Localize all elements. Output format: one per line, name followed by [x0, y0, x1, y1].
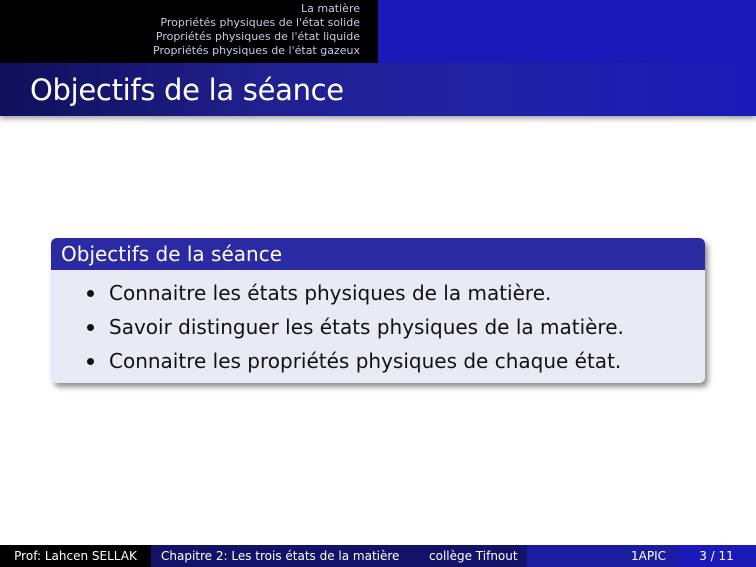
footer-level: 1APIC [527, 545, 677, 567]
footer-page-number: 3 / 11 [677, 545, 756, 567]
block-title: Objectifs de la séance [51, 238, 705, 270]
frame-title: Objectifs de la séance [30, 73, 344, 107]
section-navigation [0, 0, 378, 63]
nav-item-etat-solide[interactable]: Propriétés physiques de l'état solide [160, 16, 360, 29]
header-navigation [0, 0, 756, 63]
header-right-panel [378, 0, 756, 63]
list-item [51, 276, 705, 310]
block-body [51, 270, 705, 383]
list-item-text: Connaitre les propriétés physiques de chaque état. [109, 349, 622, 373]
list-item [51, 344, 705, 378]
nav-item-la-matiere[interactable]: La matière [300, 2, 360, 15]
frame-title-bar [0, 63, 756, 116]
footer [0, 545, 756, 567]
bullet-icon [87, 358, 94, 365]
footer-author: Prof: Lahcen SELLAK [0, 545, 151, 567]
footer-institution: collège Tifnout [429, 549, 518, 563]
nav-item-etat-gazeux[interactable]: Propriétés physiques de l'état gazeux [153, 44, 360, 57]
bullet-icon [87, 324, 94, 331]
objectives-block [51, 238, 705, 383]
list-item-text: Connaitre les états physiques de la matière. [109, 281, 552, 305]
footer-chapter: Chapitre 2: Les trois états de la matière [161, 549, 400, 563]
list-item [51, 310, 705, 344]
nav-item-etat-liquide[interactable]: Propriétés physiques de l'état liquide [155, 30, 360, 43]
bullet-icon [87, 290, 94, 297]
footer-center [151, 545, 527, 567]
list-item-text: Savoir distinguer les états physiques de la matière. [109, 315, 624, 339]
